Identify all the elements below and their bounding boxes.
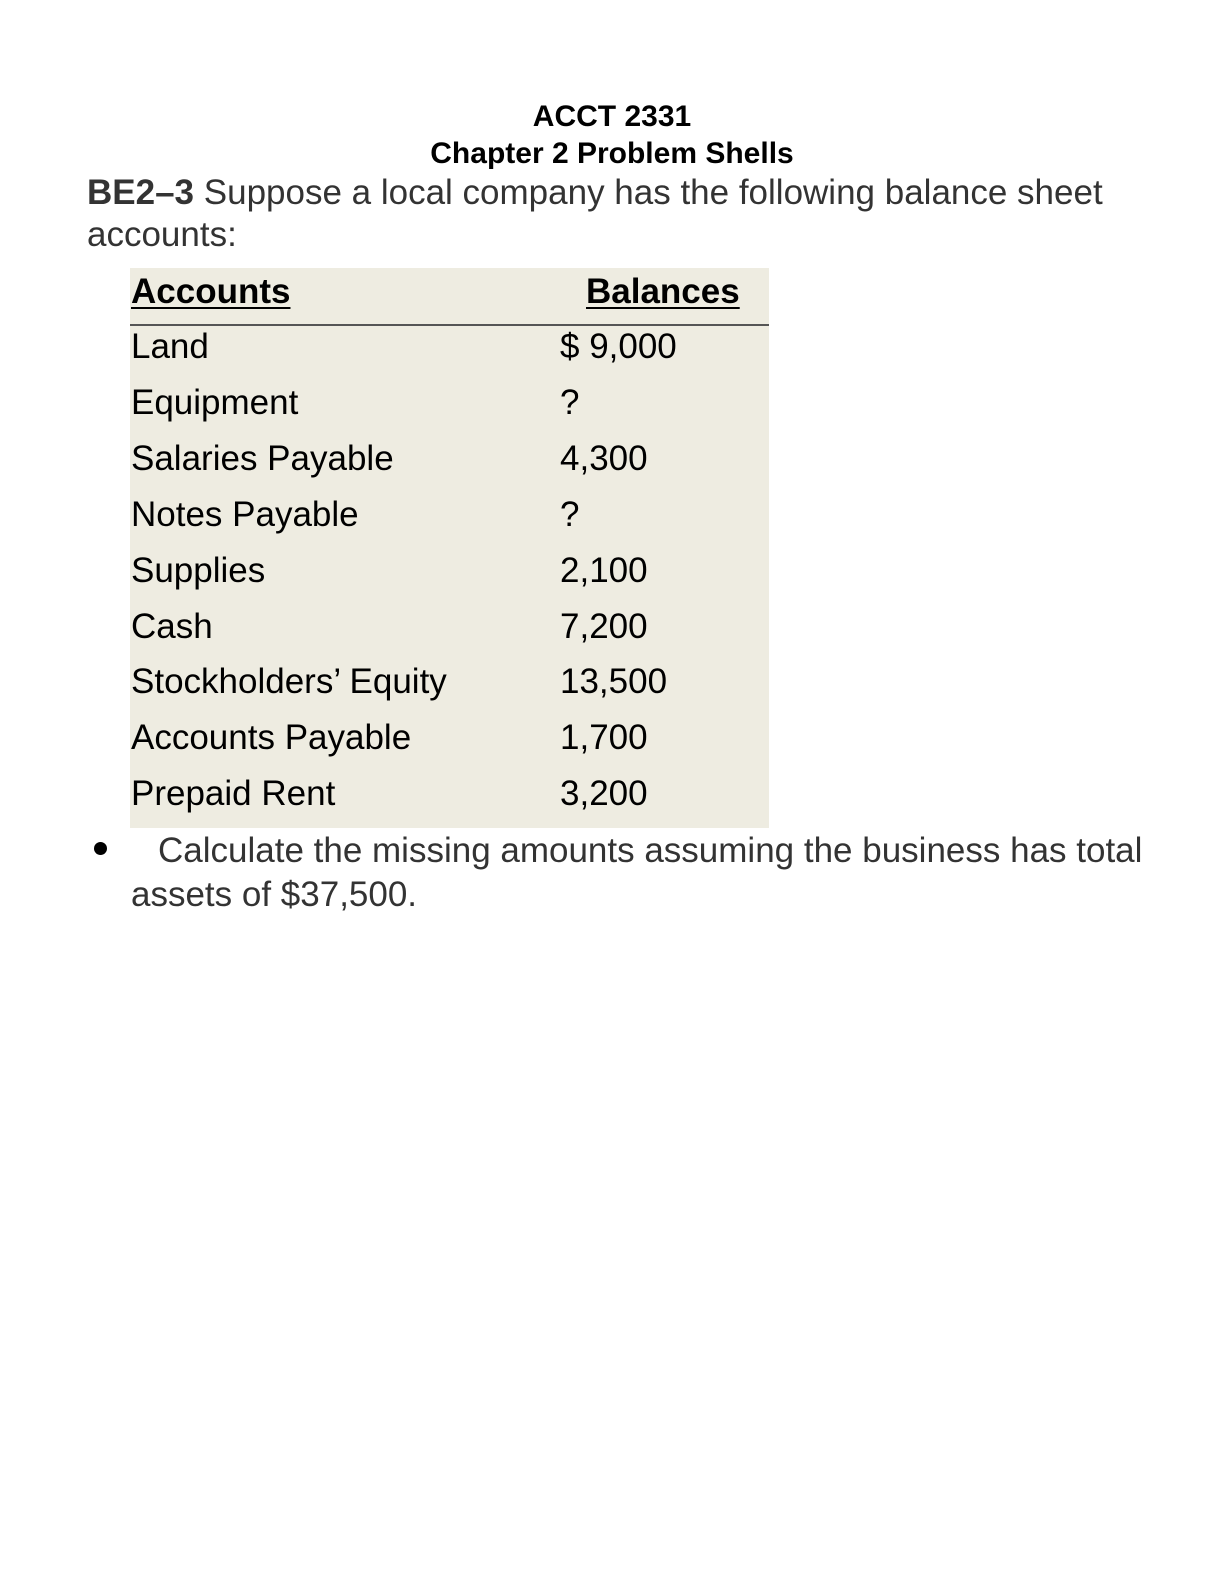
account-name: Cash: [131, 607, 213, 646]
account-name: Stockholders’ Equity: [131, 662, 447, 701]
course-title: ACCT 2331: [532, 100, 692, 133]
table-row: [130, 494, 769, 550]
account-balance: 4,300: [560, 439, 648, 478]
instruction-bullet: [87, 829, 1147, 917]
table-row: [130, 606, 769, 662]
bullet-icon: [94, 842, 107, 855]
column-header-balances: Balances: [586, 272, 740, 311]
account-name: Prepaid Rent: [131, 774, 336, 813]
account-name: Salaries Payable: [131, 439, 394, 478]
problem-code: BE2–3: [87, 173, 195, 212]
account-name: Land: [131, 327, 209, 366]
table-row: [130, 326, 769, 382]
column-header-accounts: Accounts: [131, 272, 291, 311]
document-subtitle: Chapter 2 Problem Shells: [430, 137, 794, 170]
table-row: [130, 550, 769, 606]
table-row: [130, 438, 769, 494]
account-balance: ?: [560, 383, 580, 422]
instruction-text: Calculate the missing amounts assuming the business has total assets of $37,500.: [131, 831, 1143, 914]
account-balance: 1,700: [560, 718, 648, 757]
account-name: Equipment: [131, 383, 299, 422]
table-row: [130, 382, 769, 438]
account-balance: 3,200: [560, 774, 648, 813]
account-balance: $ 9,000: [560, 327, 677, 366]
table-row: [130, 661, 769, 717]
table-row: [130, 773, 769, 829]
account-balance: ?: [560, 495, 580, 534]
table-header-row: [130, 268, 769, 326]
account-balance: 2,100: [560, 551, 648, 590]
balance-table: [130, 268, 769, 828]
account-name: Accounts Payable: [131, 718, 412, 757]
problem-statement: Suppose a local company has the following balance sheet accounts:: [87, 173, 1103, 254]
account-balance: 13,500: [560, 662, 668, 701]
account-balance: 7,200: [560, 607, 648, 646]
account-name: Supplies: [131, 551, 266, 590]
document-header: [0, 98, 1224, 172]
account-name: Notes Payable: [131, 495, 359, 534]
problem-intro: [87, 172, 1147, 256]
table-row: [130, 717, 769, 773]
